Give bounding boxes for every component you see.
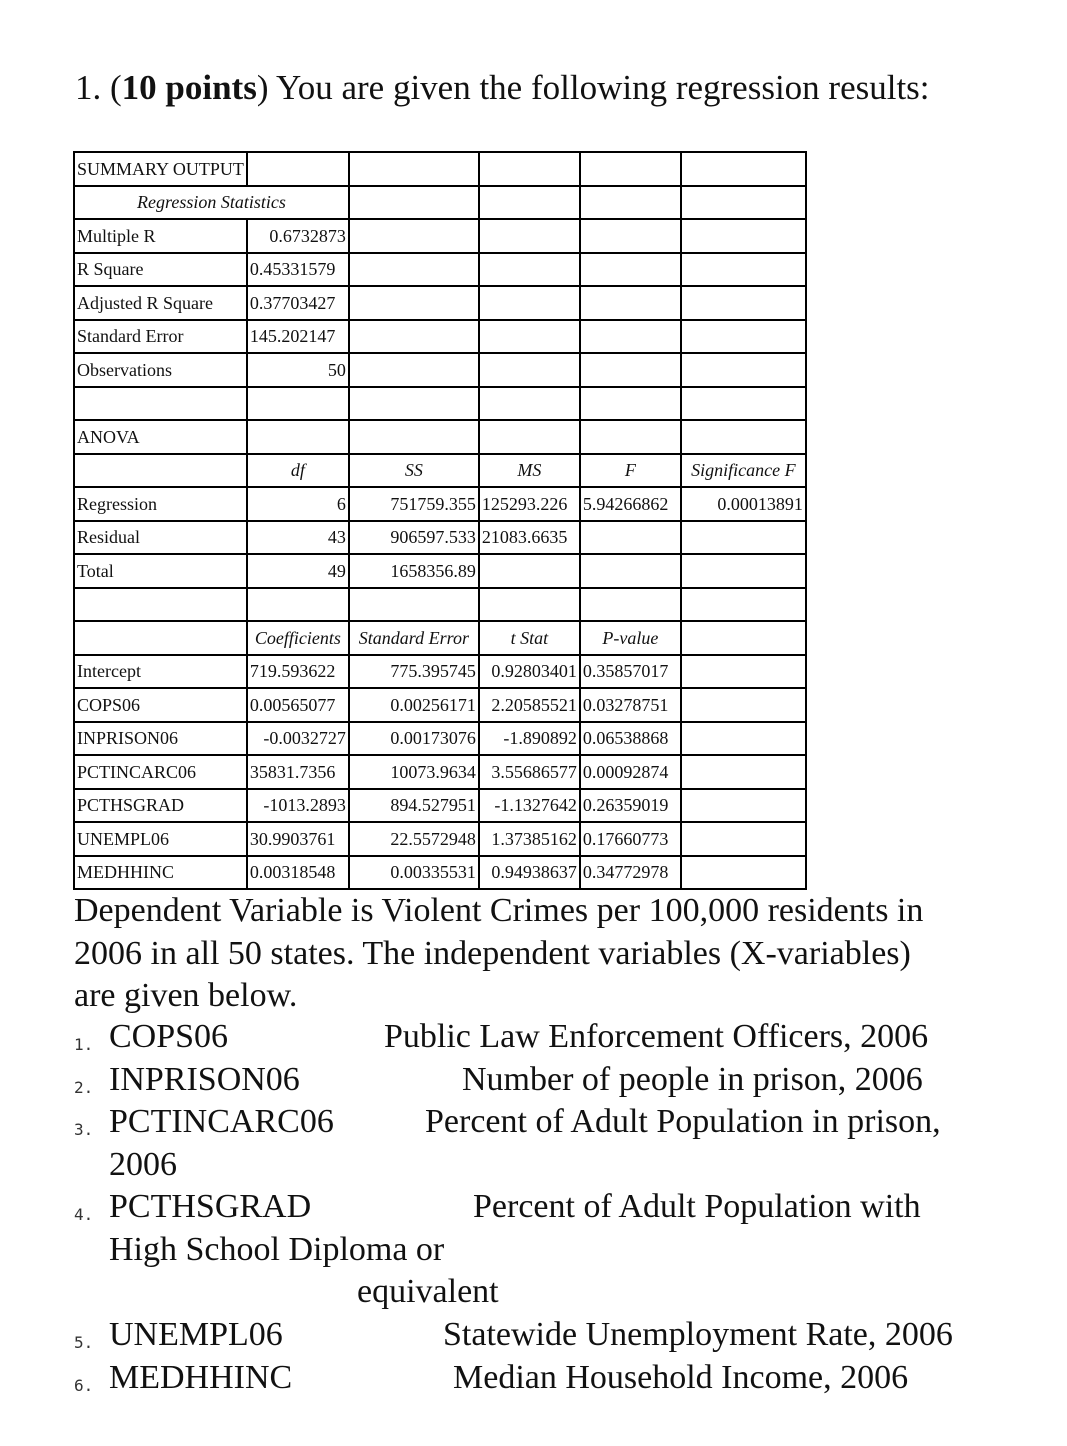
list-number: 2.	[74, 1078, 94, 1097]
table-cell: 2.20585521	[479, 688, 580, 722]
question-number: 1. (	[75, 68, 122, 107]
list-number: 3.	[74, 1120, 94, 1139]
table-cell	[349, 387, 479, 421]
list-number: 1.	[74, 1035, 94, 1054]
table-cell	[580, 353, 681, 387]
table-cell	[681, 755, 806, 789]
table-cell: 0.17660773	[580, 822, 681, 856]
table-cell: -1.890892	[479, 722, 580, 756]
table-cell: UNEMPL06	[74, 822, 247, 856]
table-cell	[580, 420, 681, 454]
table-cell	[681, 822, 806, 856]
variable-description: Percent of Adult Population in prison,	[425, 1103, 941, 1140]
table-cell	[681, 655, 806, 689]
table-cell	[681, 588, 806, 622]
table-cell	[349, 286, 479, 320]
table-cell	[247, 152, 349, 186]
table-cell: 0.26359019	[580, 789, 681, 823]
table-cell: 0.34772978	[580, 856, 681, 890]
table-cell	[681, 186, 806, 220]
table-cell	[681, 688, 806, 722]
table-cell	[74, 588, 247, 622]
table-cell: ANOVA	[74, 420, 247, 454]
table-cell	[580, 554, 681, 588]
table-cell: 0.03278751	[580, 688, 681, 722]
table-cell	[74, 621, 247, 655]
table-cell	[349, 588, 479, 622]
table-row	[74, 387, 806, 421]
table-cell	[349, 219, 479, 253]
table-cell: F	[580, 454, 681, 488]
table-cell: 719.593622	[247, 655, 349, 689]
list-number: 6.	[74, 1376, 94, 1395]
table-cell	[580, 387, 681, 421]
table-cell: 22.5572948	[349, 822, 479, 856]
table-row	[74, 286, 806, 320]
description-line: Dependent Variable is Violent Crimes per 100,000 residents in	[74, 892, 924, 929]
table-cell: Regression	[74, 487, 247, 521]
table-cell: Residual	[74, 521, 247, 555]
table-cell	[681, 387, 806, 421]
table-cell: SS	[349, 454, 479, 488]
table-row	[74, 152, 806, 186]
table-cell	[349, 253, 479, 287]
table-cell: -0.0032727	[247, 722, 349, 756]
table-cell	[247, 420, 349, 454]
variable-description: Median Household Income, 2006	[453, 1359, 909, 1396]
table-cell	[681, 219, 806, 253]
variable-name: INPRISON06	[109, 1061, 300, 1098]
table-cell: Observations	[74, 353, 247, 387]
question-text: ) You are given the following regression results:	[256, 68, 930, 107]
table-cell: 49	[247, 554, 349, 588]
table-cell: Significance F	[681, 454, 806, 488]
table-cell	[681, 621, 806, 655]
table-row	[74, 454, 806, 488]
table-cell	[74, 387, 247, 421]
table-cell: 125293.226	[479, 487, 580, 521]
variable-description: Statewide Unemployment Rate, 2006	[443, 1316, 953, 1353]
table-cell	[349, 353, 479, 387]
table-cell	[681, 320, 806, 354]
table-cell: Multiple R	[74, 219, 247, 253]
table-cell: 0.00013891	[681, 487, 806, 521]
description-line: 2006 in all 50 states. The independent variables (X-variables)	[74, 935, 911, 972]
table-cell	[479, 588, 580, 622]
table-cell: 30.9903761	[247, 822, 349, 856]
table-cell: Total	[74, 554, 247, 588]
table-cell: PCTHSGRAD	[74, 789, 247, 823]
description-line: are given below.	[74, 977, 298, 1014]
table-row	[74, 253, 806, 287]
table-row	[74, 621, 806, 655]
table-cell: COPS06	[74, 688, 247, 722]
table-cell	[681, 152, 806, 186]
table-cell	[580, 152, 681, 186]
list-number: 4.	[74, 1205, 94, 1224]
table-cell	[479, 353, 580, 387]
table-cell: 906597.533	[349, 521, 479, 555]
table-row	[74, 655, 806, 689]
table-row	[74, 219, 806, 253]
table-cell: Standard Error	[74, 320, 247, 354]
table-cell: 1.37385162	[479, 822, 580, 856]
table-cell: 0.00565077	[247, 688, 349, 722]
table-cell	[580, 186, 681, 220]
table-row	[74, 822, 806, 856]
table-row	[74, 789, 806, 823]
table-cell: Adjusted R Square	[74, 286, 247, 320]
table-cell	[681, 286, 806, 320]
table-cell: 0.6732873	[247, 219, 349, 253]
table-cell	[479, 320, 580, 354]
table-cell: P-value	[580, 621, 681, 655]
table-cell: 0.94938637	[479, 856, 580, 890]
table-cell	[479, 253, 580, 287]
table-cell	[580, 253, 681, 287]
table-cell	[681, 420, 806, 454]
table-cell: MEDHHINC	[74, 856, 247, 890]
table-cell	[479, 152, 580, 186]
table-row	[74, 755, 806, 789]
table-row	[74, 688, 806, 722]
table-cell: 5.94266862	[580, 487, 681, 521]
variable-description: Percent of Adult Population with	[473, 1188, 921, 1225]
table-cell: 145.202147	[247, 320, 349, 354]
table-cell: 0.35857017	[580, 655, 681, 689]
table-cell: MS	[479, 454, 580, 488]
table-cell	[580, 521, 681, 555]
table-cell	[681, 521, 806, 555]
table-cell	[479, 554, 580, 588]
table-cell: Regression Statistics	[74, 186, 349, 220]
table-cell	[580, 219, 681, 253]
regression-summary-table	[73, 151, 807, 890]
question-points: 10 points	[121, 68, 257, 107]
table-cell: 21083.6635	[479, 521, 580, 555]
table-row	[74, 856, 806, 890]
table-cell: 0.06538868	[580, 722, 681, 756]
table-cell: INPRISON06	[74, 722, 247, 756]
table-cell: 0.00092874	[580, 755, 681, 789]
table-row	[74, 487, 806, 521]
table-cell: PCTINCARC06	[74, 755, 247, 789]
table-cell: 43	[247, 521, 349, 555]
table-cell	[580, 588, 681, 622]
table-row	[74, 353, 806, 387]
table-cell: 35831.7356	[247, 755, 349, 789]
table-cell: 0.37703427	[247, 286, 349, 320]
table-cell	[247, 588, 349, 622]
table-cell	[479, 420, 580, 454]
variable-description-cont: High School Diploma or	[109, 1231, 445, 1268]
table-cell: t Stat	[479, 621, 580, 655]
table-cell	[349, 320, 479, 354]
table-cell: 0.45331579	[247, 253, 349, 287]
variable-description-cont: equivalent	[357, 1273, 499, 1310]
table-cell	[681, 856, 806, 890]
table-cell	[681, 253, 806, 287]
table-cell: -1013.2893	[247, 789, 349, 823]
table-cell: 3.55686577	[479, 755, 580, 789]
variable-description: Public Law Enforcement Officers, 2006	[384, 1018, 929, 1055]
table-cell: 0.00173076	[349, 722, 479, 756]
table-cell: -1.1327642	[479, 789, 580, 823]
table-cell: SUMMARY OUTPUT	[74, 152, 247, 186]
table-cell	[74, 454, 247, 488]
table-cell: 775.395745	[349, 655, 479, 689]
table-cell: 1658356.89	[349, 554, 479, 588]
table-cell	[479, 387, 580, 421]
table-row	[74, 588, 806, 622]
table-cell: 0.00318548	[247, 856, 349, 890]
table-cell: 10073.9634	[349, 755, 479, 789]
table-row	[74, 521, 806, 555]
table-row	[74, 186, 806, 220]
table-cell	[349, 152, 479, 186]
table-cell: 894.527951	[349, 789, 479, 823]
variable-name: COPS06	[109, 1018, 229, 1055]
table-cell: Standard Error	[349, 621, 479, 655]
table-cell	[681, 353, 806, 387]
variable-description: Number of people in prison, 2006	[462, 1061, 923, 1098]
variable-name: PCTINCARC06	[109, 1103, 334, 1140]
list-number: 5.	[74, 1333, 94, 1352]
table-cell	[349, 420, 479, 454]
table-row	[74, 320, 806, 354]
table-cell: 0.92803401	[479, 655, 580, 689]
table-cell: 50	[247, 353, 349, 387]
variable-name: MEDHHINC	[109, 1359, 293, 1396]
table-cell: Coefficients	[247, 621, 349, 655]
table-cell	[247, 387, 349, 421]
table-cell	[479, 219, 580, 253]
table-cell	[479, 286, 580, 320]
table-cell: R Square	[74, 253, 247, 287]
variable-name: UNEMPL06	[109, 1316, 283, 1353]
table-cell	[681, 554, 806, 588]
table-cell: 0.00256171	[349, 688, 479, 722]
table-cell	[681, 789, 806, 823]
table-cell	[681, 722, 806, 756]
table-cell	[349, 186, 479, 220]
question-heading	[75, 68, 930, 108]
table-row	[74, 554, 806, 588]
table-cell	[479, 186, 580, 220]
table-cell	[580, 286, 681, 320]
variable-description-cont: 2006	[109, 1146, 177, 1183]
table-cell: Intercept	[74, 655, 247, 689]
table-cell: 6	[247, 487, 349, 521]
table-row	[74, 722, 806, 756]
table-cell: 0.00335531	[349, 856, 479, 890]
table-cell: 751759.355	[349, 487, 479, 521]
table-row	[74, 420, 806, 454]
table-cell	[580, 320, 681, 354]
table-cell: df	[247, 454, 349, 488]
variable-name: PCTHSGRAD	[109, 1188, 312, 1225]
